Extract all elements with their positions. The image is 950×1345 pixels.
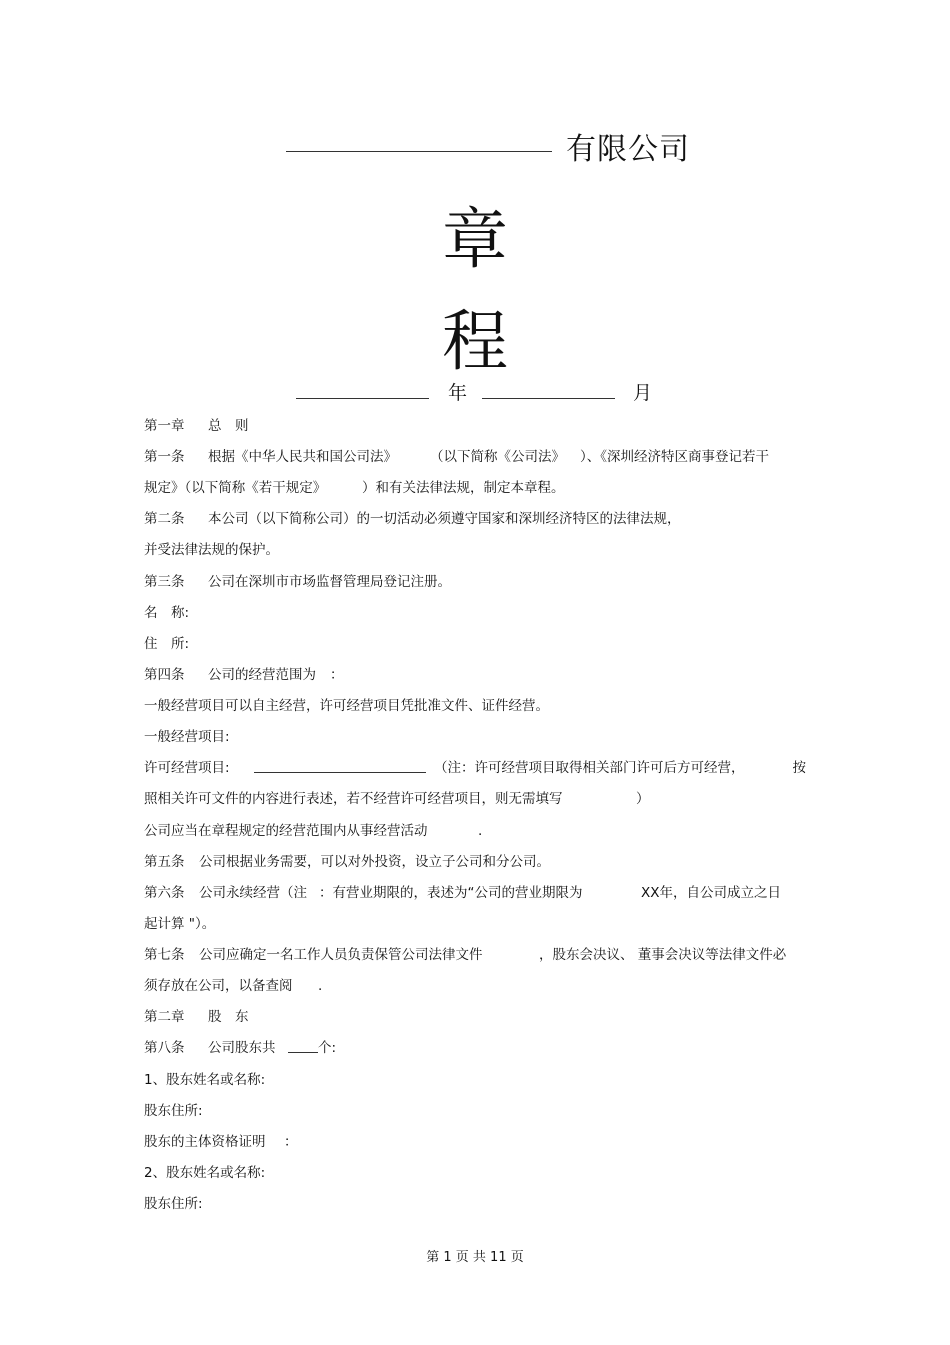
article-5: 第五条 公司根据业务需要，可以对外投资，设立子公司和分公司。 [144,854,550,870]
shareholder-1-certificate: 股东的主体资格证明 ： [144,1134,298,1150]
title-char-cheng: 程 [442,303,508,380]
licensed-items-blank [254,759,426,773]
article-3: 第三条 公司在深圳市市场监督管理局登记注册。 [144,574,451,590]
article-number: 第二条 [144,511,185,527]
shareholder-2-address: 股东住所: [144,1196,203,1212]
article-number: 第八条 [144,1040,185,1056]
year-label: 年 [448,382,468,404]
article-7-line-1: 第七条 公司应确定一名工作人员负责保管公司法律文件 ，股东会决议、 董事会决议等法律文件必 [144,947,787,963]
article-number: 第七条 [144,947,185,963]
article-number: 第五条 [144,854,185,870]
company-name-field-label: 名 称: [144,605,190,621]
article-6-line-1: 第六条 公司永续经营（注 ：有营业期限的，表述为“公司的营业期限为 XX年，自公司成立之日 [144,885,781,901]
chapter-number: 第二章 [144,1009,185,1025]
article-2-line-1: 第二条 本公司（以下简称公司）的一切活动必须遵守国家和深圳经济特区的法律法规， [144,511,681,527]
chapter-title: 总 则 [208,418,249,434]
article-number: 第六条 [144,885,185,901]
article-6-line-2: 起计算 "）。 [144,916,216,932]
article-1-line-2: 规定》（以下简称《若干规定》 ）和有关法律法规，制定本章程。 [144,480,565,496]
company-address-field-label: 住 所: [144,636,190,652]
article-number: 第四条 [144,667,185,683]
article-number: 第一条 [144,449,185,465]
article-number: 第三条 [144,574,185,590]
shareholder-1-name: 1、股东姓名或名称: [144,1072,266,1088]
shareholder-2-name: 2、股东姓名或名称: [144,1165,266,1181]
month-label: 月 [633,382,653,404]
article-2-line-2: 并受法律法规的保护。 [144,542,279,558]
licensed-items-line-2: 照相关许可文件的内容进行表述，若不经营许可经营项目，则无需填写 ） [144,791,650,807]
business-scope-note: 公司应当在章程规定的经营范围内从事经营活动 . [144,823,483,839]
month-blank [482,398,615,399]
article-7-line-2: 须存放在公司，以备查阅 . [144,978,323,994]
chapter-title: 股 东 [208,1009,249,1025]
title-char-zhang: 章 [442,201,508,278]
article-4-text: 一般经营项目可以自主经营，许可经营项目凭批准文件、证件经营。 [144,698,549,714]
general-items-label: 一般经营项目: [144,729,230,745]
chapter-1-heading [144,417,249,435]
shareholder-count-blank [288,1039,318,1053]
article-4: 第四条 公司的经营范围为 ： [144,667,344,683]
licensed-items-line-1: 许可经营项目: （注：许可经营项目取得相关部门许可后方可经营， 按 [144,760,806,776]
shareholder-1-address: 股东住所: [144,1103,203,1119]
article-8: 第八条 公司股东共 个: [144,1040,337,1056]
company-title-suffix: 有限公司 [566,132,690,167]
article-1-line-1: 第一条 根据《中华人民共和国公司法》 （以下简称《公司法》 ）、《深圳经济特区商事登记若干 [144,449,769,465]
page-footer: 第 1 页 共 11 页 [426,1250,524,1265]
year-blank [296,398,429,399]
chapter-number: 第一章 [144,418,185,434]
chapter-2-heading [144,1008,249,1026]
company-name-blank [286,151,552,152]
licensed-items-label: 许可经营项目: [144,760,230,776]
